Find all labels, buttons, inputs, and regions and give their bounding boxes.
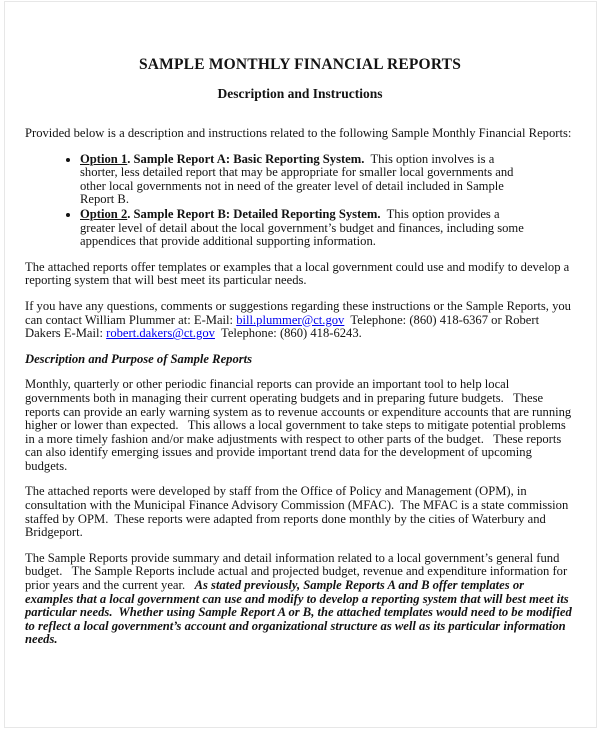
paragraph [25,378,575,473]
paragraph [25,552,575,647]
text-run: Sample Report A: Basic Reporting System. [133,151,365,166]
text-run: This option involves is a shorter, less detailed report that may be appropriate for smaller local governments and other local governments not in need of the greater level of detail included in Sample Report B. [80,151,517,207]
document-title: SAMPLE MONTHLY FINANCIAL REPORTS [138,56,462,73]
text-run: This option provides a greater level of detail about the local government’s budget and finances, including some appendices that provide additional supporting information. [80,206,527,249]
text-run: Telephone: (860) 418-6367 or Robert Dakers E-Mail: [25,312,543,341]
text-run: If you have any questions, comments or suggestions regarding these instructions or the Sample Reports, you can contact William Plummer at: E-Mail: [25,298,575,327]
text-run: The Sample Reports provide summary and detail information related to a local government’s general fund budget. The Sample Reports include actual and projected budget, revenue and expenditure information for prior years and the current year. [25,550,571,593]
paragraph [25,261,575,288]
paragraph [25,127,575,141]
text-run: . [127,206,134,221]
text-run: The attached reports were developed by staff from the Office of Policy and Management (OPM), in consultation with the Municipal Finance Advisory Commission (MFAC). The MFAC is a state commission staffed by OPM. These reports were adapted from reports done monthly by the cities of Waterbury and Bridgeport. [25,484,572,540]
bullet-item [80,153,575,207]
bullet-list [25,153,575,249]
document-subtitle: Description and Instructions [217,86,383,101]
text-run: Sample Report B: Detailed Reporting System. [133,206,381,221]
text-run: Option 2 [80,206,128,221]
document-header [25,56,575,102]
text-run: Monthly, quarterly or other periodic financial reports can provide an important tool to help local governments both in managing their current operating budgets and in preparing future budgets. These reports can provide an early warning system as to revenue accounts or expenditure accounts that are running higher or lower than expected. This allows a local government to take steps to mitigate potential problems in a more timely fashion and/or make adjustments with respect to other parts of the budget. These reports can also identify emerging issues and provide important trend data for the development of upcoming budgets. [25,377,575,473]
text-run: Option 1 [80,151,128,166]
text-run: As stated previously, Sample Reports A and B offer templates or examples that a local government can use and modify to develop a reporting system that will best meet its particular needs. Whether using Sample Report A or B, the attached templates would need to be modified to reflect a local government’s account and organizational structure as well as its particular information needs. [25,578,575,647]
text-run: Description and Purpose of Sample Reports [25,351,253,366]
text-run: The attached reports offer templates or examples that a local government could use and modify to develop a reporting system that will best meet its particular needs. [25,259,573,288]
text-run: . [127,151,134,166]
bullet-item [80,208,575,249]
text-run: Telephone: (860) 418-6243. [214,326,362,341]
email-link-plummer[interactable]: bill.plummer@ct.gov [236,312,345,327]
document-body [25,127,575,647]
paragraph [25,300,575,341]
paragraph [25,485,575,539]
text-run: Provided below is a description and instructions related to the following Sample Monthly Financial Reports: [25,126,572,140]
email-link-dakers[interactable]: robert.dakers@ct.gov [106,326,215,341]
section-heading [25,353,575,367]
